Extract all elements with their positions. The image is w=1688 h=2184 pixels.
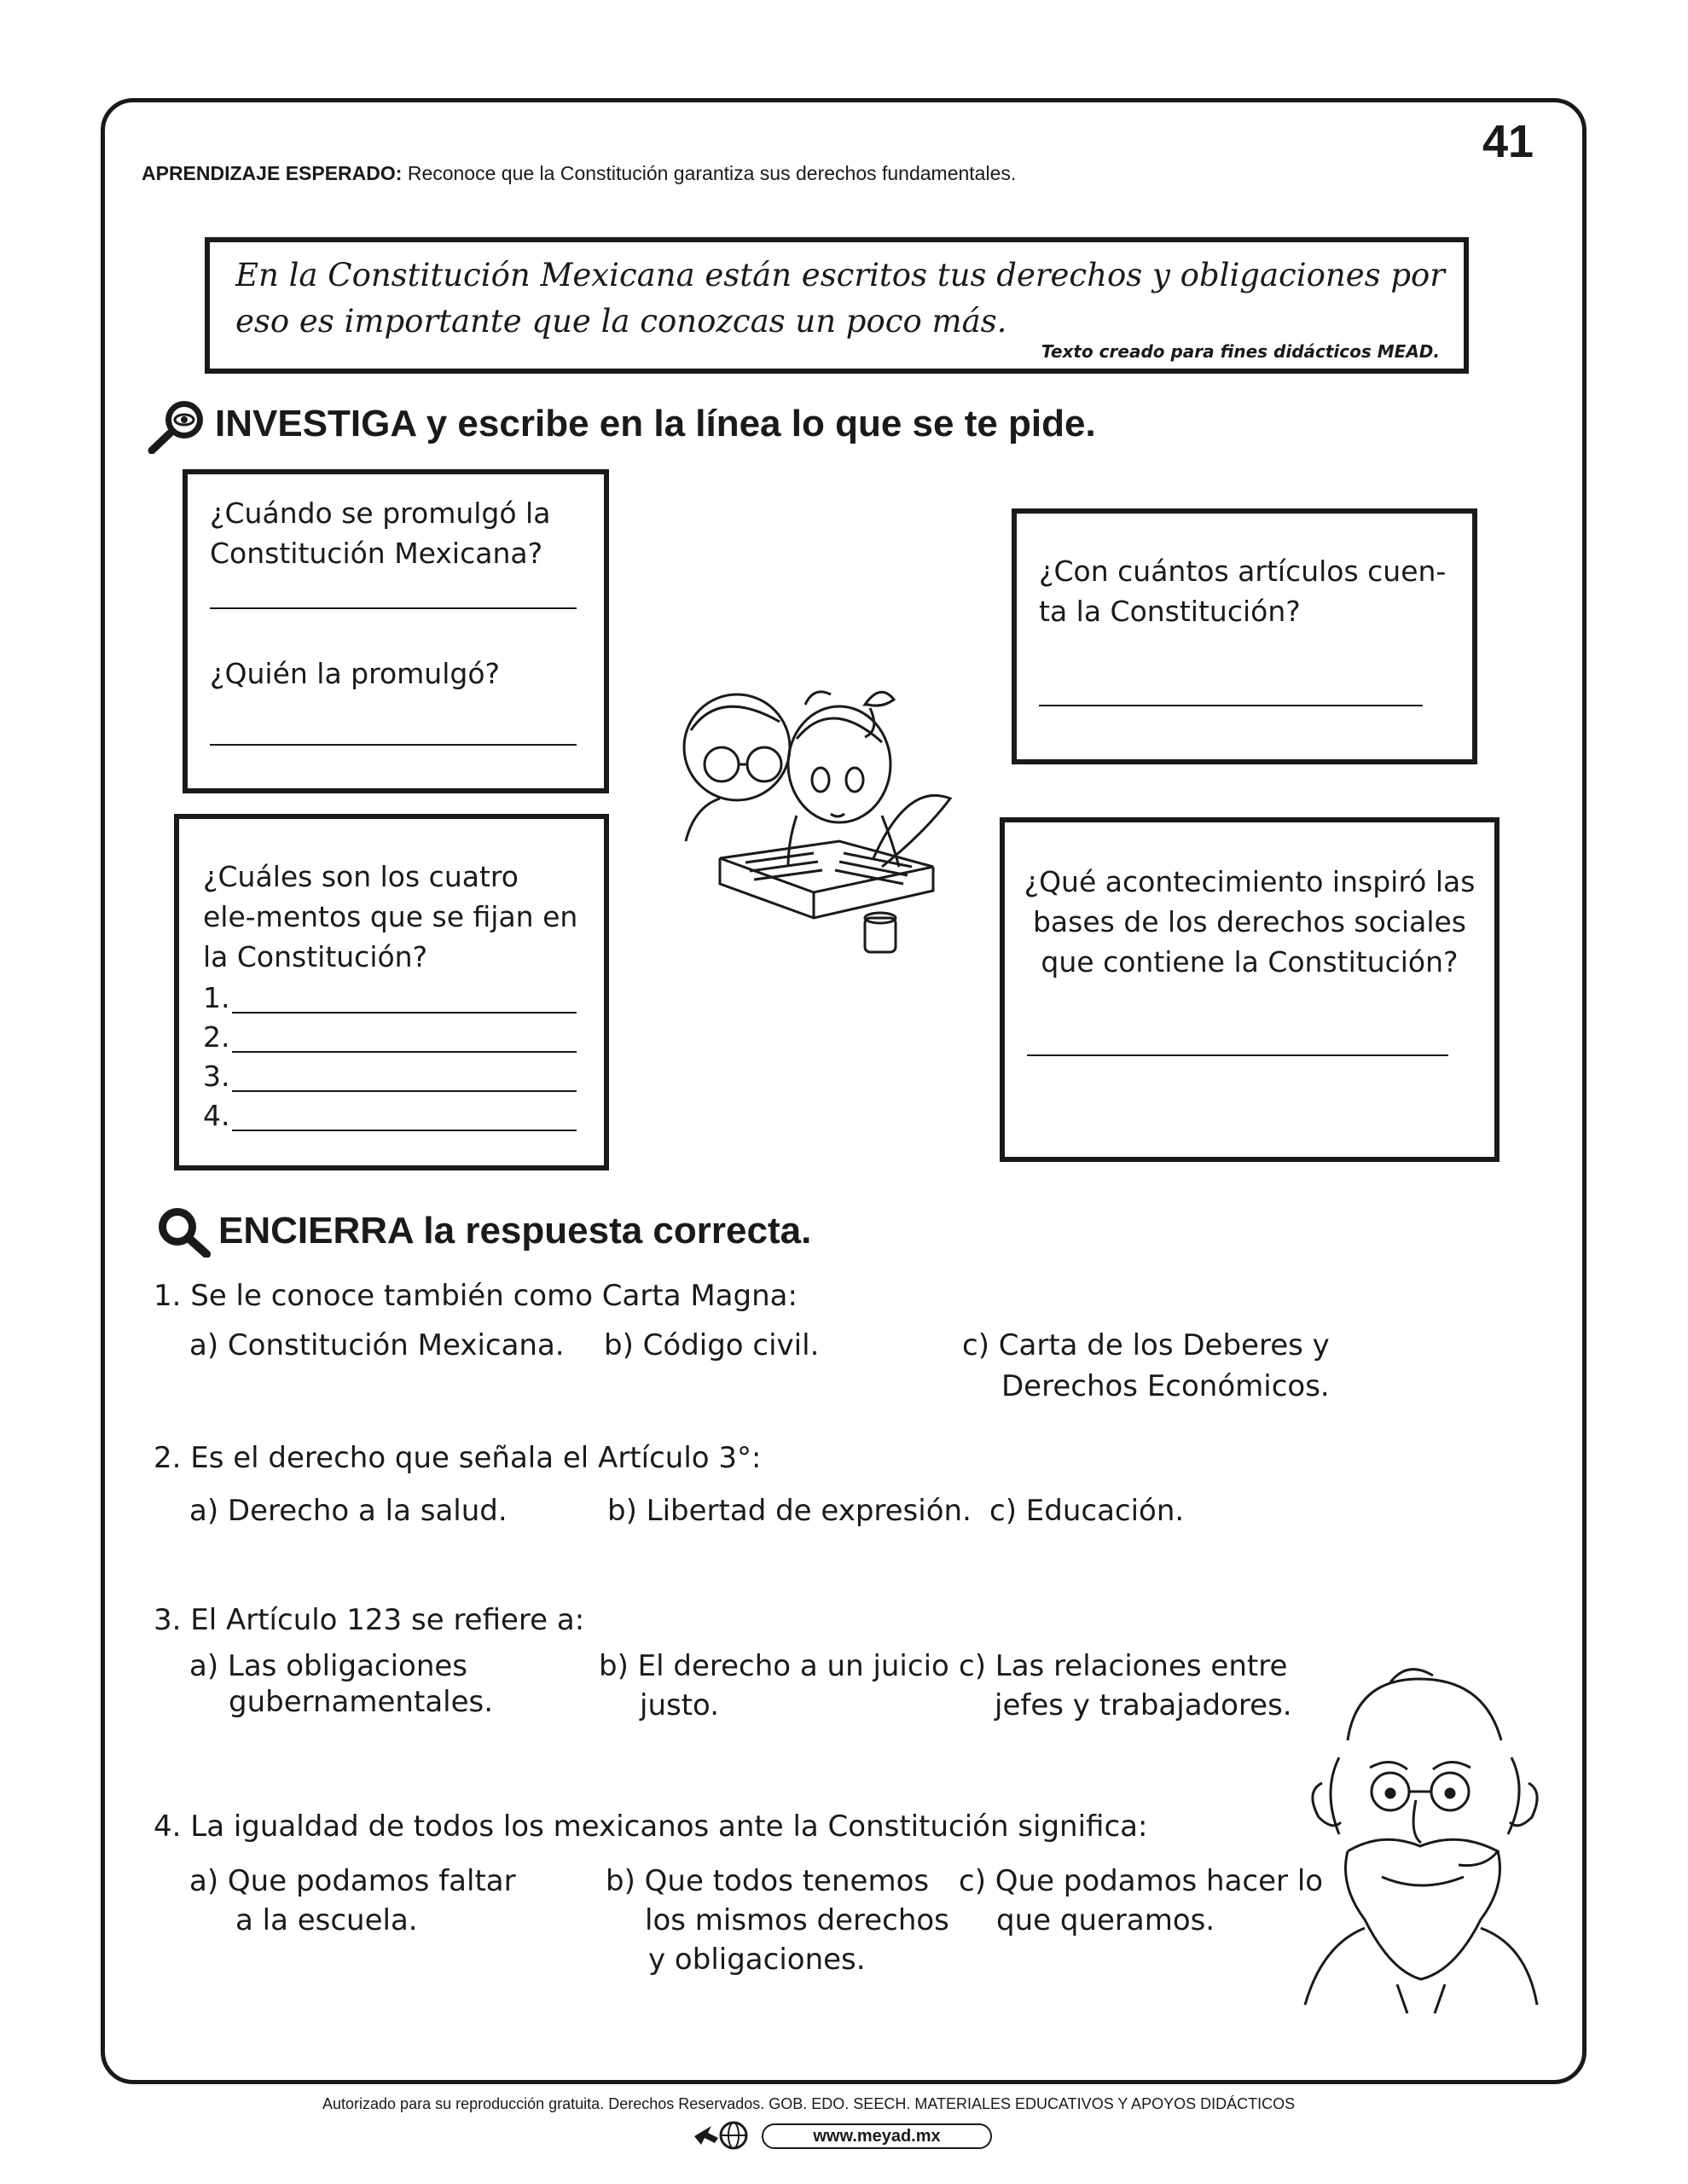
question-inspiring-event: ¿Qué acontecimiento inspiró las bases de los derechos sociales que contiene la Constitución?	[1024, 865, 1476, 979]
answer-line[interactable]	[232, 1012, 577, 1014]
option-4c-cont[interactable]: que queramos.	[996, 1903, 1215, 1937]
page-number: 41	[1482, 116, 1534, 167]
question-how-many-articles: ¿Con cuántos artículos cuen-ta la Constitución?	[1039, 555, 1447, 628]
option-4a-cont[interactable]: a la escuela.	[235, 1903, 418, 1937]
answer-line[interactable]	[210, 744, 577, 746]
option-1b[interactable]: b) Código civil.	[604, 1328, 820, 1362]
mc-question-4: 4. La igualdad de todos los mexicanos ante la Constitución significa:	[154, 1809, 1148, 1844]
encierra-heading	[218, 1210, 811, 1252]
option-3b-cont[interactable]: justo.	[640, 1688, 720, 1722]
question-when-promulgated: ¿Cuándo se promulgó la Constitución Mexicana?	[210, 497, 551, 570]
option-3a-cont[interactable]: gubernamentales.	[229, 1685, 494, 1719]
option-3b[interactable]: b) El derecho a un juicio	[599, 1649, 949, 1683]
footer-website-link[interactable]: www.meyad.mx	[762, 2123, 992, 2149]
answer-line[interactable]	[210, 607, 577, 609]
learning-objective	[142, 162, 1016, 185]
mc-question-3: 3. El Artículo 123 se refiere a:	[154, 1603, 585, 1637]
question-who-promulgated: ¿Quién la promulgó?	[210, 657, 501, 690]
answer-line[interactable]	[1027, 1054, 1448, 1056]
intro-text: En la Constitución Mexicana están escritos tus derechos y obligaciones por eso es importante que la conozcas un poco más.	[235, 257, 1445, 340]
option-4b-cont[interactable]: los mismos derechos	[645, 1903, 949, 1937]
investiga-heading	[215, 403, 1096, 445]
option-3c[interactable]: c) Las relaciones entre	[959, 1649, 1288, 1683]
list-item-2: 2.	[203, 1020, 230, 1054]
list-item-3: 3.	[203, 1060, 230, 1093]
option-4c[interactable]: c) Que podamos hacer lo	[959, 1864, 1324, 1898]
option-2a[interactable]: a) Derecho a la salud.	[189, 1494, 508, 1528]
answer-line[interactable]	[232, 1051, 577, 1053]
answer-line[interactable]	[1039, 705, 1423, 706]
question-box-articles	[1012, 508, 1477, 764]
objective-text: Reconoce que la Constitución garantiza sus derechos fundamentales.	[402, 162, 1017, 184]
magnifier-icon	[152, 1203, 213, 1258]
historical-figure-illustration	[1288, 1664, 1554, 2022]
mc-question-1: 1. Se le conoce también como Carta Magna:	[154, 1279, 798, 1313]
option-1a[interactable]: a) Constitución Mexicana.	[189, 1328, 565, 1362]
footer-rights: Autorizado para su reproducción gratuita. Derechos Reservados. GOB. EDO. SEECH. MATERIALES EDUCATIVOS Y APOYOS DIDÁCTICOS	[322, 2095, 1296, 2112]
intro-box	[205, 237, 1469, 374]
investiga-keyword: INVESTIGA	[215, 403, 416, 444]
encierra-instruction: la respuesta correcta.	[413, 1210, 812, 1252]
option-2c[interactable]: c) Educación.	[989, 1494, 1185, 1528]
encierra-keyword: ENCIERRA	[218, 1210, 414, 1252]
mc-question-2: 2. Es el derecho que señala el Artículo 3°:	[154, 1441, 762, 1475]
magnifier-eye-icon	[147, 398, 208, 454]
option-1c-cont[interactable]: Derechos Económicos.	[1001, 1369, 1330, 1403]
option-4b-cont2[interactable]: y obligaciones.	[648, 1943, 866, 1977]
objective-label: APRENDIZAJE ESPERADO:	[142, 162, 403, 184]
option-3a[interactable]: a) Las obligaciones	[189, 1649, 468, 1683]
option-3c-cont[interactable]: jefes y trabajadores.	[995, 1688, 1292, 1722]
answer-line[interactable]	[232, 1130, 577, 1131]
option-1c[interactable]: c) Carta de los Deberes y	[962, 1328, 1330, 1362]
answer-line[interactable]	[232, 1090, 577, 1092]
intro-credit: Texto creado para fines didácticos MEAD.	[1041, 341, 1440, 362]
list-item-1: 1.	[203, 981, 230, 1014]
list-item-4: 4.	[203, 1099, 230, 1132]
option-2b[interactable]: b) Libertad de expresión.	[607, 1494, 972, 1528]
option-4b[interactable]: b) Que todos tenemos	[606, 1864, 930, 1898]
children-reading-illustration	[669, 671, 959, 969]
question-four-elements: ¿Cuáles son los cuatro ele-mentos que se fijan en la Constitución?	[203, 860, 578, 973]
option-4a[interactable]: a) Que podamos faltar	[189, 1864, 516, 1898]
globe-cursor-icon	[689, 2119, 757, 2152]
investiga-instruction: y escribe en la línea lo que se te pide.	[415, 403, 1096, 444]
